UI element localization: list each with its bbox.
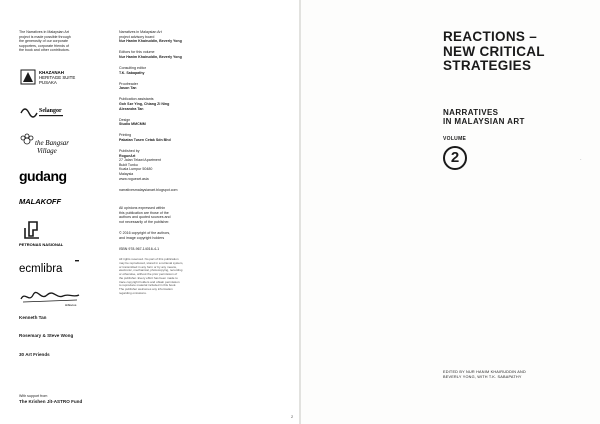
address-line: Bukit Tunku bbox=[119, 162, 138, 167]
petronas-emblem-icon bbox=[19, 220, 69, 248]
copyright-line: © 2016 copyright of the authors, bbox=[119, 231, 171, 236]
credit-name: Pakatan Tusen Cetak Sdn Bhd bbox=[119, 137, 171, 142]
ecmlibra-text: ecmlibra bbox=[19, 263, 63, 275]
credit-block bbox=[119, 97, 219, 111]
disclaimer-line: authors and quoted sources and bbox=[119, 215, 171, 220]
disclaimer-line: this publication are those of the bbox=[119, 210, 169, 215]
address-line: Malaysia bbox=[119, 171, 134, 176]
disclaimer-block bbox=[119, 206, 219, 224]
fine-print-line: trace copyright holders and obtain permission bbox=[119, 279, 180, 284]
malakoff-text: MALAKOFF bbox=[19, 197, 62, 206]
support-credit bbox=[19, 394, 82, 405]
petronas-logo bbox=[19, 220, 69, 248]
fine-print bbox=[119, 258, 219, 296]
credit-role: Design bbox=[119, 117, 131, 122]
sponsor-name: 30 Art Friends bbox=[19, 352, 50, 357]
credit-role: Editors for this volume bbox=[119, 50, 155, 55]
credit-role: Published by bbox=[119, 149, 140, 153]
credit-name: Jason Tan bbox=[119, 86, 137, 91]
selangor-emblem-icon bbox=[19, 103, 69, 121]
credit-name: Nur Hanim Khairuddin, Beverly Yong bbox=[119, 39, 182, 44]
credit-role: Printing bbox=[119, 133, 132, 138]
intro-text bbox=[19, 30, 117, 53]
editorial-column bbox=[119, 30, 219, 302]
credit-block bbox=[119, 149, 219, 181]
credit-name: T.K. Sabapathy bbox=[119, 70, 145, 75]
khazanah-line-3: PUSAKA bbox=[39, 80, 57, 85]
credit-name: Studio MMCMM bbox=[119, 122, 146, 127]
bangsar-line-2: Village bbox=[37, 147, 57, 155]
book-title bbox=[443, 30, 583, 74]
copyright-block bbox=[119, 231, 219, 240]
copyright-line: and image copyright holders bbox=[119, 235, 165, 240]
intro-line: project is made possible through bbox=[19, 34, 71, 39]
credit-role: Narratives in Malaysian Art bbox=[119, 30, 162, 34]
intro-line: the book and other contributors. bbox=[19, 48, 70, 53]
email-line bbox=[119, 188, 219, 193]
support-fund: The Krishen Jit-ASTRO Fund bbox=[19, 398, 83, 404]
isbn: ISBN 978-967-14016-4-1 bbox=[119, 246, 160, 251]
fine-print-line: the publisher. Every effort has been made to bbox=[119, 275, 178, 280]
disclaimer-line: not necessarily of the publisher. bbox=[119, 220, 170, 225]
address-line: www.rogueart.asia bbox=[119, 176, 149, 181]
credits-line: EDITED BY NUR HANIM KHAIRUDDIN AND bbox=[443, 370, 526, 374]
fine-print-line: electronic, mechanical, photocopying, recording bbox=[119, 268, 183, 273]
fine-print-line: may be reproduced, stored in a retrieval system, bbox=[119, 260, 184, 265]
ecmlibra-wordmark bbox=[19, 258, 89, 276]
volume-label: VOLUME bbox=[443, 136, 467, 142]
margin-mark: - bbox=[580, 156, 582, 161]
fine-print-line: regarding omissions. bbox=[119, 291, 147, 296]
bangsar-flower-icon bbox=[19, 133, 79, 157]
hibiscus-logo bbox=[19, 287, 89, 307]
fine-print-line: All rights reserved. No part of this publication bbox=[119, 256, 179, 261]
editor-credits bbox=[443, 370, 526, 380]
selangor-text: Selangor bbox=[39, 108, 62, 114]
credit-block bbox=[119, 133, 219, 142]
credit-block bbox=[119, 118, 219, 127]
book-subtitle bbox=[443, 108, 525, 126]
credit-name: Nur Hanim Khairuddin, Beverly Yong bbox=[119, 54, 182, 59]
credit-role: Consulting editor bbox=[119, 65, 146, 70]
selangor-logo bbox=[19, 103, 69, 121]
hibiscus-signature bbox=[19, 287, 89, 307]
fine-print-line: The publisher welcomes any information bbox=[119, 287, 173, 292]
credit-name: Alexandra Tan bbox=[119, 106, 144, 111]
bangsar-line-1: the Bangsar bbox=[35, 139, 70, 147]
credit-role: Publication assistants bbox=[119, 97, 154, 102]
gudang-text: gudang bbox=[19, 168, 67, 184]
credit-name: project advisory board bbox=[119, 34, 155, 39]
fine-print-line: or otherwise, without the prior permission of bbox=[119, 272, 178, 277]
credit-name: Goh Sze Ying, Chiang Zi Ning bbox=[119, 101, 170, 106]
khazanah-logo bbox=[19, 67, 89, 89]
volume-number-badge: 2 bbox=[443, 146, 467, 170]
credit-name: RogueArt bbox=[119, 153, 136, 158]
fine-print-line: to reproduce material included in this book. bbox=[119, 283, 177, 288]
credit-block bbox=[119, 66, 219, 75]
isbn-block bbox=[119, 247, 219, 252]
gudang-wordmark bbox=[19, 167, 79, 187]
petronas-text: PETRONAS NASIONAL bbox=[19, 242, 64, 247]
khazanah-line-1: KHAZANAH bbox=[39, 70, 64, 75]
credits-line: BEVERLY YONG, WITH T.K. SABAPATHY bbox=[443, 374, 522, 379]
intro-line: The Narratives in Malaysian Art bbox=[19, 30, 69, 34]
title-line: NEW CRITICAL bbox=[443, 43, 545, 59]
address-line: 27 Jalan Telawi Apartment bbox=[119, 158, 161, 163]
support-line: With support from bbox=[19, 394, 48, 398]
malakoff-wordmark bbox=[19, 195, 79, 207]
publisher-email: narrativesmalaysianart.blogspot.com bbox=[119, 187, 178, 192]
khazanah-line-2: HERITAGE SUITE bbox=[39, 75, 76, 80]
hibiscus-caption: Hibiscus bbox=[65, 303, 77, 307]
title-line: REACTIONS – bbox=[443, 29, 538, 44]
intro-line: the generosity of our corporate bbox=[19, 39, 68, 44]
credit-block bbox=[119, 50, 219, 59]
title-line: STRATEGIES bbox=[443, 58, 532, 73]
credit-block bbox=[119, 82, 219, 91]
disclaimer-line: All opinions expressed within bbox=[119, 206, 166, 211]
credit-role: Proofreader bbox=[119, 81, 138, 86]
page-number: 2 bbox=[291, 414, 294, 419]
intro-line: supporters, corporate friends of bbox=[19, 43, 69, 48]
credit-block bbox=[119, 30, 219, 44]
address-line: Kuala Lumpur 50480 bbox=[119, 167, 153, 172]
fine-print-line: or transmitted in any form or by any means, bbox=[119, 264, 177, 269]
ecmlibra-logo bbox=[19, 258, 89, 276]
subtitle-line: NARRATIVES bbox=[443, 108, 499, 117]
sponsor-name: Kenneth Tan bbox=[19, 315, 47, 320]
sponsor-name: Rosemary & Steve Wong bbox=[19, 333, 74, 338]
khazanah-emblem-icon bbox=[19, 67, 89, 89]
gudang-logo bbox=[19, 167, 79, 187]
bangsar-village-logo bbox=[19, 133, 79, 157]
subtitle-line: IN MALAYSIAN ART bbox=[443, 117, 525, 126]
malakoff-logo bbox=[19, 195, 79, 207]
